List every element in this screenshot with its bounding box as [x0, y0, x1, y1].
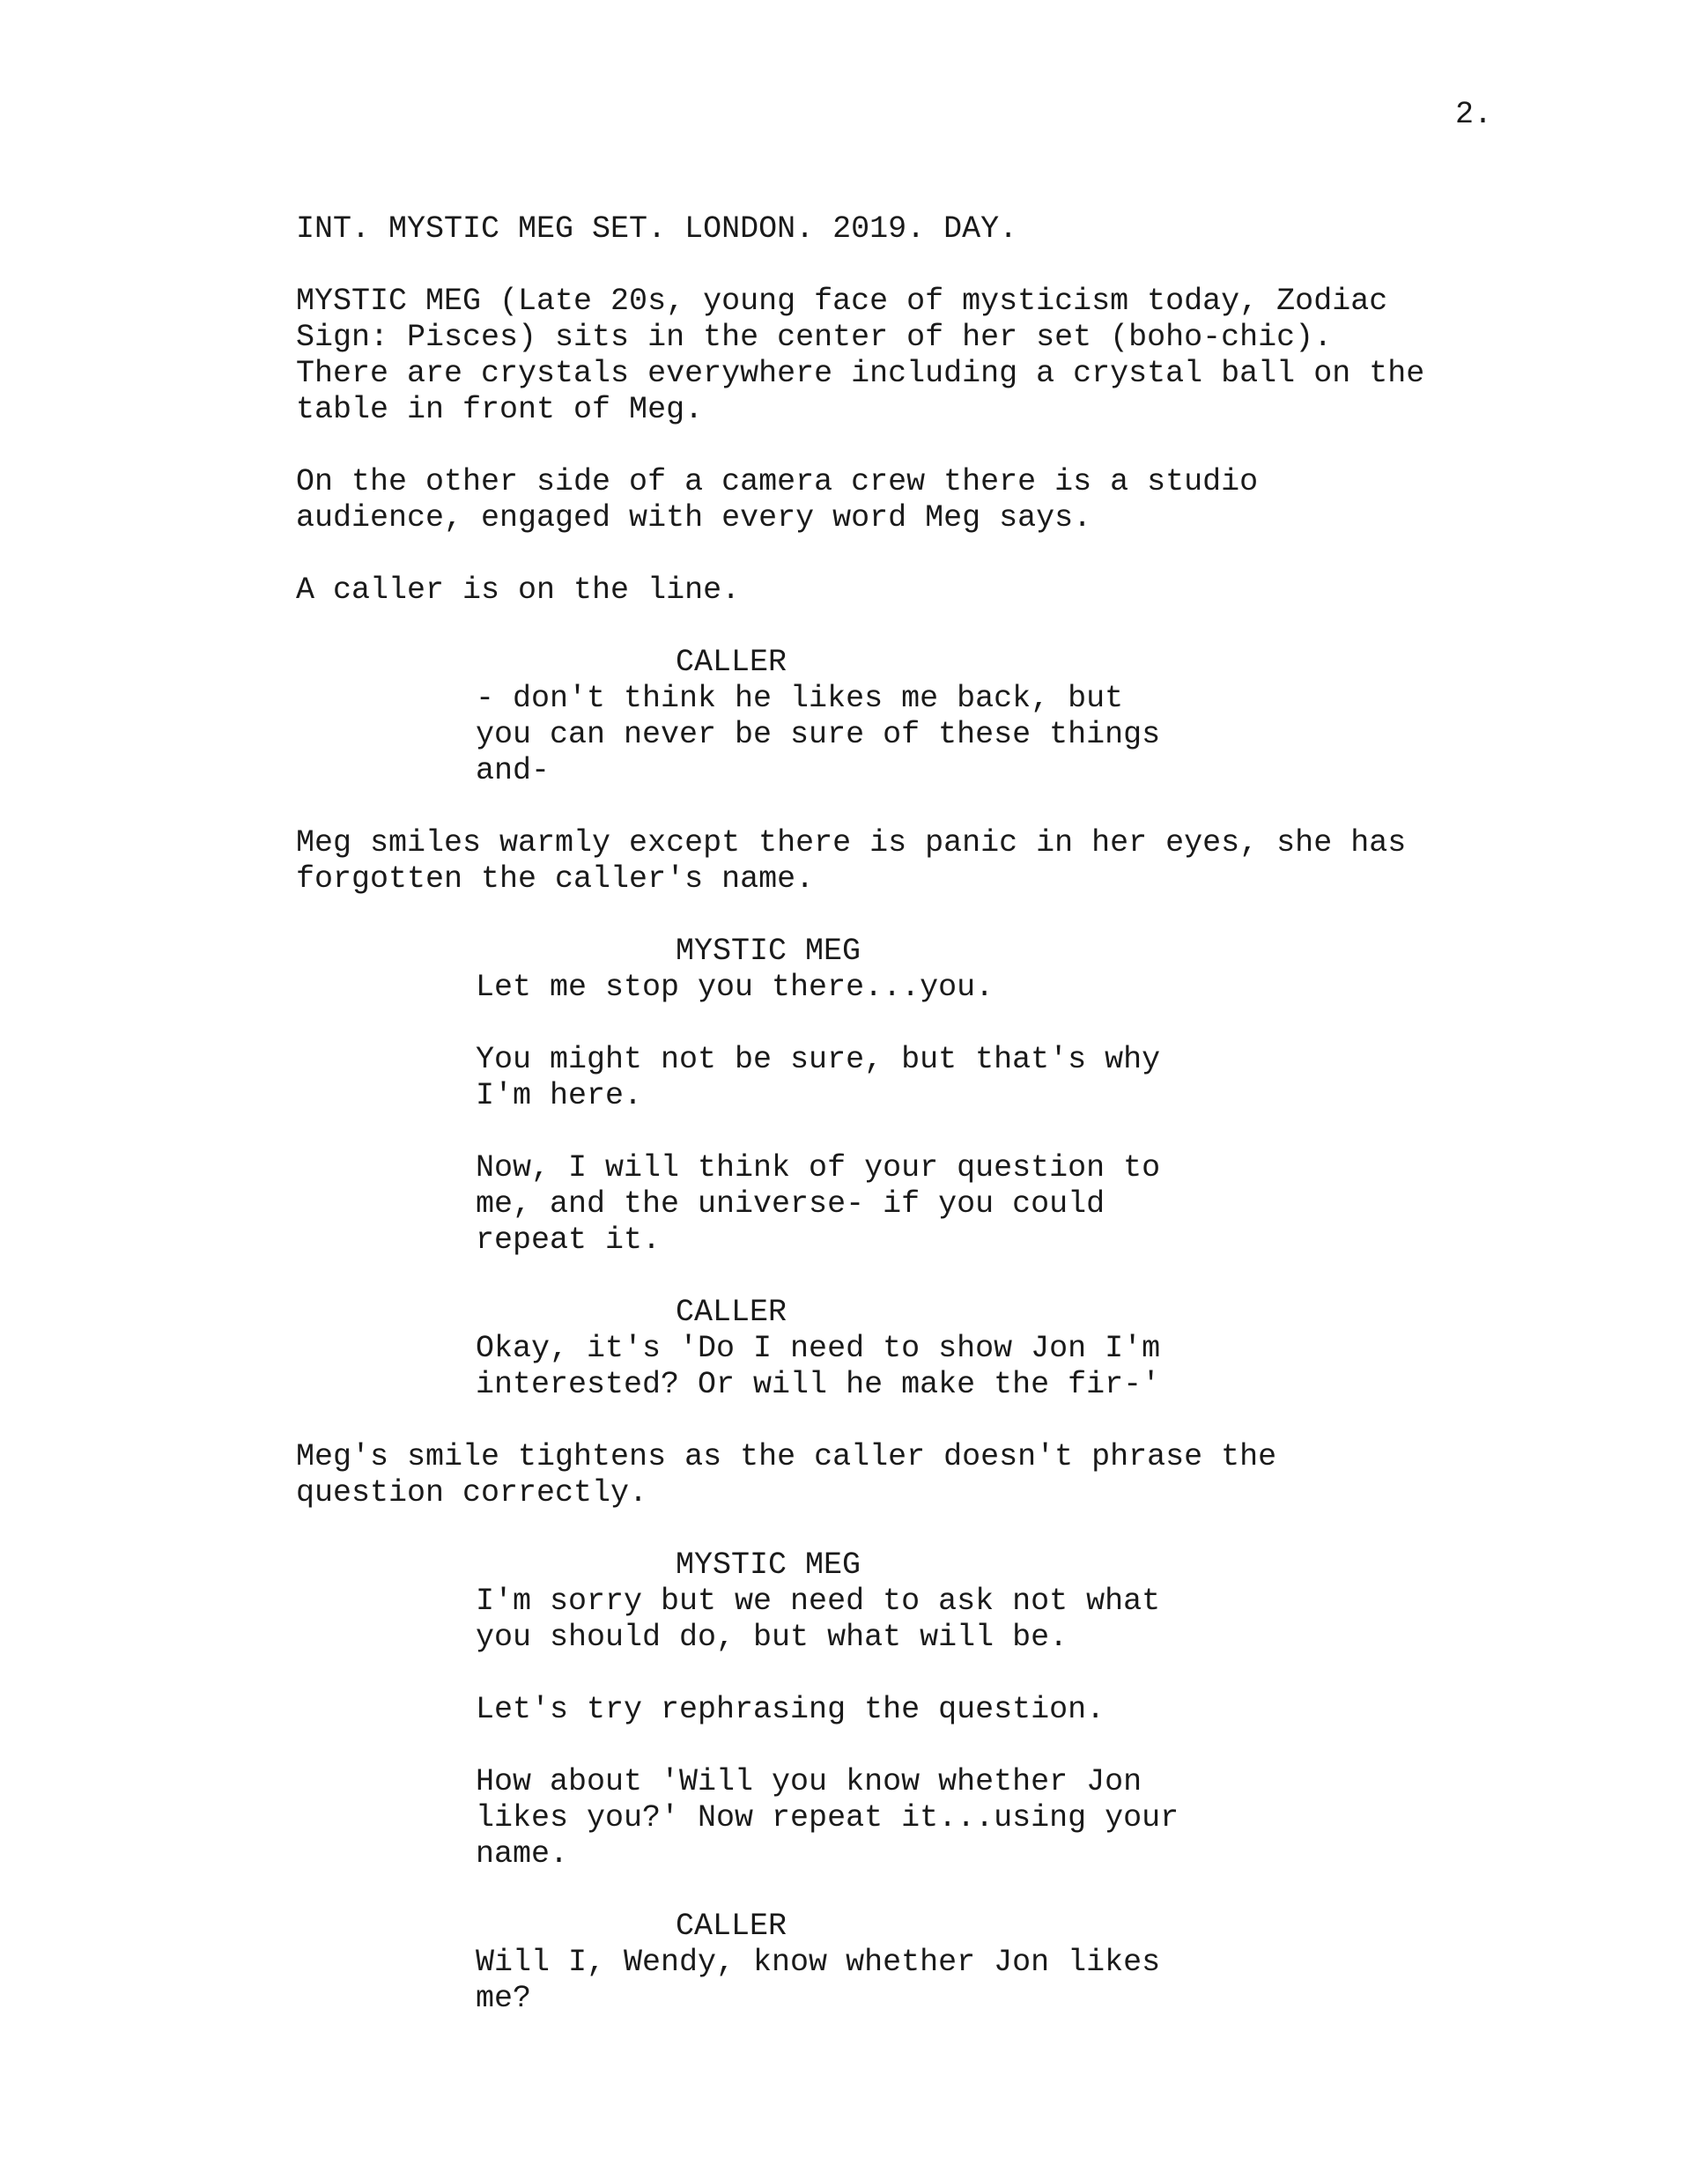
dialogue-line: Now, I will think of your question to	[476, 1150, 1161, 1185]
dialogue-line: and-	[476, 753, 551, 788]
dialogue-line: You might not be sure, but that's why	[476, 1042, 1161, 1077]
character-cue: CALLER	[676, 645, 787, 680]
character-cue: MYSTIC MEG	[676, 934, 861, 969]
dialogue-line: Will I, Wendy, know whether Jon likes	[476, 1945, 1161, 1980]
dialogue-line: likes you?' Now repeat it...using your	[476, 1800, 1179, 1835]
action-line: MYSTIC MEG (Late 20s, young face of mysticism today, Zodiac	[296, 284, 1388, 319]
dialogue-line: Let me stop you there...you.	[476, 970, 994, 1005]
action-line: Meg smiles warmly except there is panic in her eyes, she has	[296, 825, 1407, 860]
character-cue: MYSTIC MEG	[676, 1547, 861, 1583]
character-cue: CALLER	[676, 1909, 787, 1944]
dialogue-line: Let's try rephrasing the question.	[476, 1692, 1105, 1727]
action-line: There are crystals everywhere including a crystal ball on the	[296, 356, 1425, 391]
dialogue-line: - don't think he likes me back, but	[476, 681, 1124, 716]
dialogue-line: I'm sorry but we need to ask not what	[476, 1584, 1161, 1619]
action-line: A caller is on the line.	[296, 572, 741, 608]
action-line: audience, engaged with every word Meg says.	[296, 500, 1092, 535]
dialogue-line: me, and the universe- if you could	[476, 1186, 1105, 1222]
dialogue-line: you can never be sure of these things	[476, 717, 1161, 752]
action-line: forgotten the caller's name.	[296, 861, 815, 897]
action-line: question correctly.	[296, 1475, 648, 1510]
dialogue-line: name.	[476, 1836, 569, 1872]
dialogue-line: repeat it.	[476, 1222, 662, 1258]
dialogue-line: How about 'Will you know whether Jon	[476, 1764, 1142, 1799]
dialogue-line: you should do, but what will be.	[476, 1620, 1068, 1655]
dialogue-line: Okay, it's 'Do I need to show Jon I'm	[476, 1331, 1161, 1366]
page-number: 2.	[1455, 97, 1493, 132]
scene-heading: INT. MYSTIC MEG SET. LONDON. 2019. DAY.	[296, 211, 1018, 247]
dialogue-line: me?	[476, 1981, 532, 2016]
action-line: table in front of Meg.	[296, 392, 704, 427]
action-line: Meg's smile tightens as the caller doesn't phrase the	[296, 1439, 1277, 1474]
dialogue-line: interested? Or will he make the fir-'	[476, 1367, 1161, 1402]
character-cue: CALLER	[676, 1295, 787, 1330]
action-line: On the other side of a camera crew there is a studio	[296, 464, 1259, 499]
dialogue-line: I'm here.	[476, 1078, 643, 1113]
action-line: Sign: Pisces) sits in the center of her set (boho-chic).	[296, 320, 1333, 355]
